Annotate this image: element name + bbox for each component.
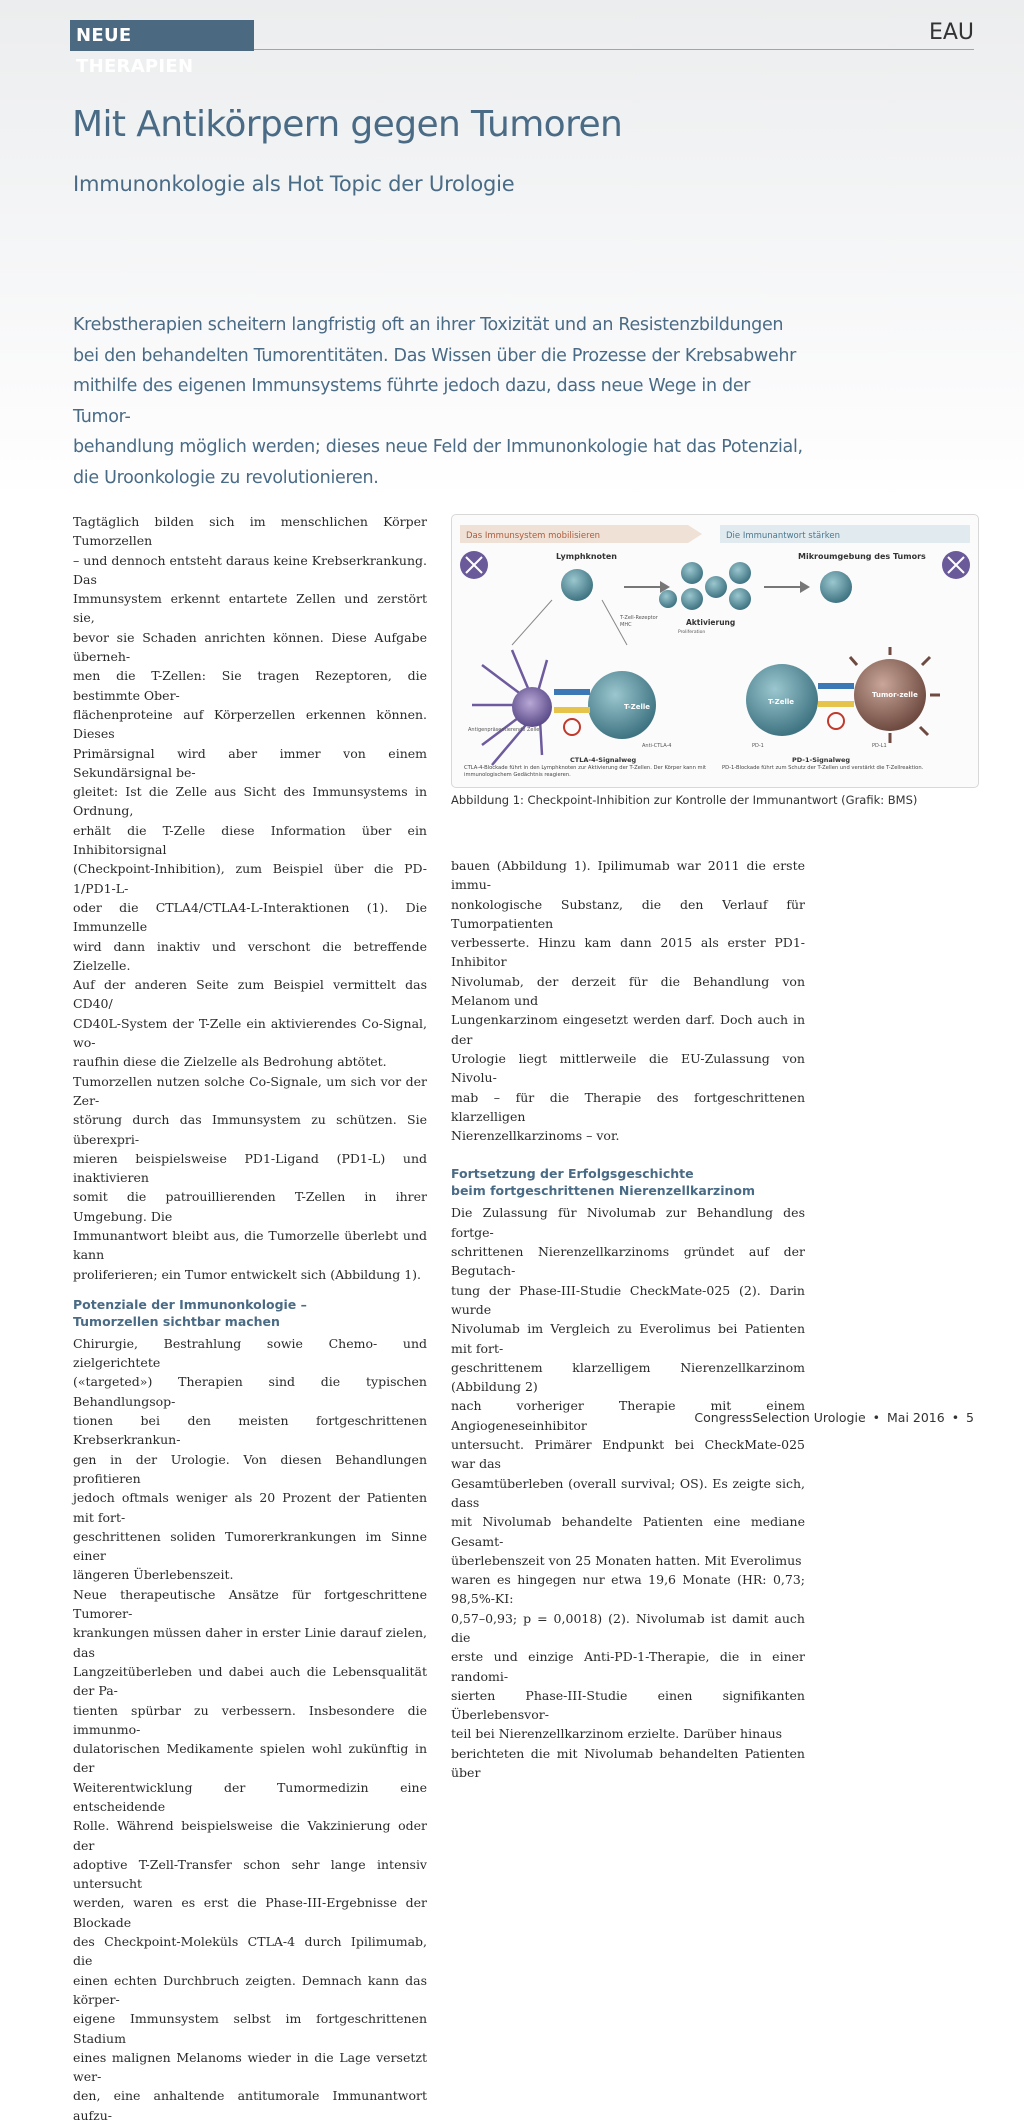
text-line: jedoch oftmals weniger als 20 Prozent der Patienten mit fort- [73, 1490, 427, 1525]
text-line: Primärsignal wird aber immer von einem Sekundärsignal be- [73, 745, 427, 780]
text-line: längeren Überlebenszeit. [73, 1567, 234, 1583]
figure-checkpoint-inhibition [451, 514, 979, 788]
heading-line: Tumorzellen sichtbar machen [73, 1313, 280, 1329]
activation-label: Aktivierung [686, 618, 736, 627]
text-line: bevor sie Schaden anrichten können. Diese Aufgabe überneh- [73, 629, 427, 665]
arrow-head-icon [800, 581, 810, 593]
text-line: Weiterentwicklung der Tumormedizin eine entscheidende [73, 1779, 427, 1814]
text-line: Nivolumab, der derzeit für die Behandlung von Melanom und [451, 973, 805, 1009]
pd1-heading: PD-1-Signalweg [792, 756, 851, 764]
ctla4-note-box [464, 765, 714, 787]
text-line: gleitet: Ist die Zelle aus Sicht des Immunsystems in Ordnung, [73, 784, 427, 819]
footer-issue: Mai 2016 [887, 1410, 945, 1425]
section-heading [451, 1165, 805, 1199]
text-line: CD40L-System der T-Zelle ein aktivierendes Co-Signal, wo- [73, 1015, 427, 1051]
article-title: Mit Antikörpern gegen Tumoren [72, 104, 623, 145]
intro-line: die Uroonkologie zu revolutionieren. [73, 467, 379, 488]
page-number: 5 [966, 1410, 974, 1425]
text-line: überlebenszeit von 25 Monaten hatten. Mit Everolimus [451, 1552, 802, 1568]
text-line: mit Nivolumab behandelte Patienten eine mediane Gesamt- [451, 1514, 805, 1549]
signal-bar [554, 689, 590, 695]
signal-bar [818, 701, 854, 707]
text-line: Rolle. Während beispielsweise die Vakzinierung oder der [73, 1818, 427, 1853]
text-line: Urologie liegt mittlerweile die EU-Zulassung von Nivolu- [451, 1050, 805, 1086]
text-line: («targeted») Therapien sind die typischen Behandlungsop- [73, 1374, 427, 1409]
heading-line: Fortsetzung der Erfolgsgeschichte [451, 1166, 694, 1182]
text-line: einen echten Durchbruch zeigten. Demnach kann das körper- [73, 1972, 427, 2007]
paragraph [73, 1334, 427, 1585]
text-line: somit die patrouillierenden T-Zellen in ihrer Umgebung. Die [73, 1189, 427, 1224]
text-line: Tumorzellen nutzen solche Co-Signale, um sich vor der Zer- [73, 1073, 427, 1108]
text-line: – und dennoch entsteht daraus keine Krebserkrankung. Das [73, 552, 427, 587]
text-line: waren es hingegen nur etwa 19,6 Monate (HR: 0,73; 98,5%-KI: [451, 1572, 805, 1607]
figure-small-label: Antigenpräsentierende Zelle [468, 727, 540, 733]
header-rule [254, 49, 974, 50]
intro-line: Krebstherapien scheitern langfristig oft an ihrer Toxizität und an Resistenzbildungen [73, 315, 784, 335]
panel-left-header: Das Immunsystem mobilisieren [466, 531, 601, 541]
text-line: Immunsystem erkennt entartete Zellen und zerstört sie, [73, 591, 427, 626]
paragraph [73, 1072, 427, 1284]
figure-illustration [452, 515, 978, 787]
t-cell-icon [561, 569, 593, 601]
text-line: Nivolumab im Vergleich zu Everolimus bei Patienten mit fort- [451, 1321, 805, 1356]
text-line: berichteten die mit Nivolumab behandelten Patienten über [451, 1745, 805, 1781]
text-line: des Checkpoint-Moleküls CTLA-4 durch Ipilimumab, die [73, 1934, 427, 1969]
text-line: Gesamtüberleben (overall survival; OS). Es zeigte sich, dass [451, 1475, 805, 1510]
t-cell-icon [681, 562, 703, 584]
panel-right-header: Die Immunantwort stärken [726, 531, 840, 541]
ctla4-heading: CTLA-4-Signalweg [570, 756, 637, 764]
paragraph [451, 1203, 805, 1782]
text-line: tionen bei den meisten fortgeschrittenen Krebserkrankun- [73, 1413, 427, 1448]
paragraph [451, 856, 805, 1145]
text-line: tienten spürbar zu verbessern. Insbesondere die immunmo- [73, 1702, 427, 1737]
heading-line: Potenziale der Immunonkologie – [73, 1296, 307, 1312]
tumor-label: Tumor-zelle [872, 691, 918, 699]
figure-small-label: PD-1 [752, 743, 764, 749]
text-line: nach vorheriger Therapie mit einem Angiogeneseinhibitor [451, 1398, 805, 1433]
tcell-label: T-Zelle [768, 698, 795, 706]
tcell-label: T-Zelle [624, 703, 651, 711]
dendritic-cell-icon [472, 650, 552, 765]
text-line: Neue therapeutische Ansätze für fortgeschrittene Tumorer- [73, 1586, 427, 1622]
text-line: Immunantwort bleibt aus, die Tumorzelle überlebt und kann [73, 1227, 427, 1263]
t-cell-icon [681, 588, 703, 610]
text-line: sierten Phase-III-Studie einen signifikanten Überlebensvor- [451, 1687, 805, 1723]
text-line: raufhin diese die Zielzelle als Bedrohung abtötet. [73, 1054, 387, 1070]
text-line: 0,57–0,93; p = 0,0018) (2). Nivolumab ist damit auch die [451, 1610, 805, 1645]
micro-label: Mikroumgebung des Tumors [798, 552, 926, 561]
figure-small-label: PD-L1 [872, 743, 887, 749]
text-line: teil bei Nierenzellkarzinom erzielte. Darüber hinaus [451, 1726, 783, 1742]
text-line: bauen (Abbildung 1). Ipilimumab war 2011 die erste immu- [451, 858, 805, 893]
t-cell-icon [729, 588, 751, 610]
text-line: Nierenzellkarzinoms – vor. [451, 1128, 620, 1144]
blocker-icon [564, 719, 580, 735]
heading-line: beim fortgeschrittenen Nierenzellkarzinom [451, 1183, 756, 1199]
pd1-note-box [722, 765, 972, 787]
text-line: eigene Immunsystem selbst im fortgeschrittenen Stadium [73, 2011, 427, 2046]
figure-caption: Abbildung 1: Checkpoint-Inhibition zur Kontrolle der Immunantwort (Grafik: BMS) [451, 793, 918, 807]
text-line: Tagtäglich bilden sich im menschlichen Körper Tumorzellen [73, 514, 427, 549]
figure-small-label: MHC [620, 622, 632, 628]
text-line: (Checkpoint-Inhibition), zum Beispiel über die PD-1/PD1-L- [73, 861, 427, 896]
intro-line: bei den behandelten Tumorentitäten. Das Wissen über die Prozesse der Krebsabwehr [73, 345, 797, 366]
text-line: Lungenkarzinom eingesetzt werden darf. Doch auch in der [451, 1012, 805, 1047]
text-line: störung durch das Immunsystem zu schützen. Sie überexpri- [73, 1112, 427, 1147]
paragraph [73, 512, 427, 1072]
text-line: mieren beispielsweise PD1-Ligand (PD1-L) und inaktivieren [73, 1150, 427, 1186]
text-line: Die Zulassung für Nivolumab zur Behandlung des fortge- [451, 1205, 805, 1240]
t-cell-icon [705, 576, 727, 598]
text-line: geschrittenem klarzelligem Nierenzellkarzinom (Abbildung 2) [451, 1359, 805, 1395]
header-arrow-shape [688, 525, 702, 543]
t-cell-icon [729, 562, 751, 584]
text-line: flächenproteine auf Körperzellen erkennen können. Dieses [73, 706, 427, 742]
text-line: erhält die T-Zelle diese Information über ein Inhibitorsignal [73, 822, 427, 858]
text-line: Chirurgie, Bestrahlung sowie Chemo- und zielgerichtete [73, 1335, 427, 1371]
blocker-icon [828, 713, 844, 729]
text-line: wird dann inaktiv und verschont die betreffende Zielzelle. [73, 938, 427, 973]
text-line: schrittenen Nierenzellkarzinoms gründet auf der Begutach- [451, 1244, 805, 1279]
ctla4-note: CTLA-4-Blockade führt in den Lymphknoten zur Aktivierung der T-Zellen. Der Körper kann mit immunologischem Gedächtnis reagieren. [464, 765, 707, 778]
text-line: krankungen müssen daher in erster Linie darauf zielen, das [73, 1625, 427, 1660]
text-line: Auf der anderen Seite zum Beispiel vermittelt das CD40/ [73, 977, 427, 1012]
text-line: mab – für die Therapie des fortgeschrittenen klarzelligen [451, 1089, 805, 1124]
figure-small-label: Proliferation [678, 630, 706, 635]
signal-bar [818, 683, 854, 689]
article-subtitle: Immunonkologie als Hot Topic der Urologie [73, 172, 515, 196]
text-line: Langzeitüberleben und dabei auch die Lebensqualität der Pa- [73, 1663, 427, 1699]
footer-separator: • [872, 1410, 881, 1425]
pd1-note: PD-1-Blockade führt zum Schutz der T-Zellen und verstärkt die T-Zellreaktion. [722, 765, 924, 771]
section-heading [73, 1296, 427, 1330]
section-label: NEUE THERAPIEN [70, 20, 254, 51]
text-line: gen in der Urologie. Von diesen Behandlungen profitieren [73, 1451, 427, 1486]
congress-label: EAU [928, 20, 974, 45]
left-text-column [73, 512, 427, 2125]
lymph-label: Lymphknoten [556, 552, 617, 561]
connector-line [512, 600, 552, 645]
text-line: adoptive T-Zell-Transfer schon sehr lange intensiv untersucht [73, 1856, 427, 1892]
figure-small-label: T-Zell-Rezeptor [620, 615, 658, 621]
text-line: men die T-Zellen: Sie tragen Rezeptoren, die bestimmte Ober- [73, 668, 427, 703]
text-line: geschrittenen soliden Tumorerkrankungen im Sinne einer [73, 1528, 427, 1564]
text-line: erste und einzige Anti-PD-1-Therapie, die in einer randomi- [451, 1649, 805, 1684]
text-line: oder die CTLA4/CTLA4-L-Interaktionen (1). Die Immunzelle [73, 899, 427, 935]
t-cell-icon [820, 571, 852, 603]
text-line: proliferieren; ein Tumor entwickelt sich (Abbildung 1). [73, 1266, 421, 1282]
footer-publication: CongressSelection Urologie [694, 1410, 866, 1425]
text-line: tung der Phase-III-Studie CheckMate-025 (2). Darin wurde [451, 1282, 805, 1317]
intro-line: behandlung möglich werden; dieses neue Feld der Immunonkologie hat das Potenzial, [73, 437, 803, 457]
text-line: untersucht. Primärer Endpunkt bei CheckMate-025 war das [451, 1437, 805, 1472]
text-line: dulatorischen Medikamente spielen wohl zukünftig in der [73, 1741, 427, 1776]
intro-line: mithilfe des eigenen Immunsystems führte jedoch dazu, dass neue Wege in der Tumor- [73, 376, 751, 427]
figure-small-label: Anti-CTLA-4 [642, 743, 672, 749]
t-cell-icon [659, 590, 677, 608]
signal-bar [554, 707, 590, 713]
page-footer [694, 1410, 974, 1425]
text-line: eines malignen Melanoms wieder in die Lage versetzt wer- [73, 2049, 427, 2085]
right-text-column [451, 856, 805, 1782]
paragraph [73, 1585, 427, 2125]
article-intro [73, 310, 808, 493]
text-line: den, eine anhaltende antitumorale Immunantwort aufzu- [73, 2088, 427, 2123]
text-line: werden, waren es erst die Phase-III-Ergebnisse der Blockade [73, 1895, 427, 1930]
text-line: verbesserte. Hinzu kam dann 2015 als erster PD1-Inhibitor [451, 935, 805, 970]
text-line: nonkologische Substanz, die den Verlauf für Tumorpatienten [451, 896, 805, 931]
footer-separator: • [951, 1410, 960, 1425]
